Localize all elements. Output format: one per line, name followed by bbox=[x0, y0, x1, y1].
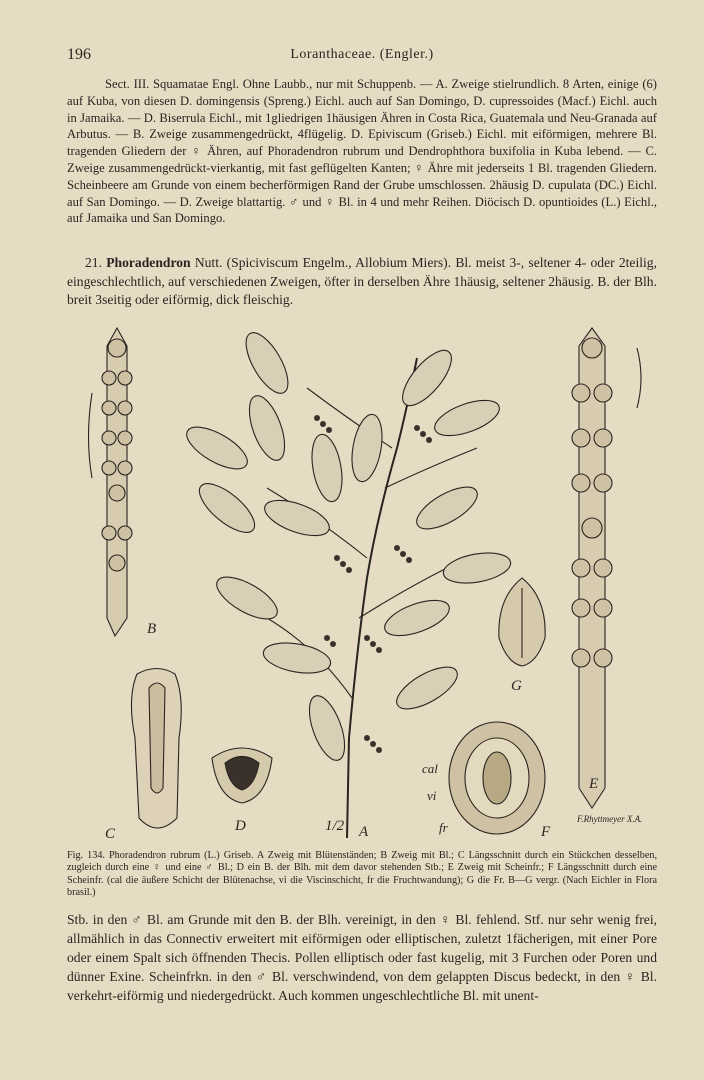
label-scale: 1/2 bbox=[325, 818, 345, 834]
figure-caption bbox=[67, 850, 657, 900]
panel-c-section bbox=[131, 669, 181, 829]
lower-paragraph bbox=[67, 910, 657, 1005]
panel-f-section bbox=[449, 722, 545, 834]
genus-description: Nutt. (Spiciviscum Engelm., Allobium Miers). Bl. meist 3-, seltener 4- oder 2teilig, eingeschlechtlich, auf verschiedenen Zweigen, öfter in derselben Ähre 1häusig, seltener 2häusig. B. der Blh. breit 3seitig oder eiförmig, dick fleischig. bbox=[67, 255, 657, 307]
figure-caption-text: Fig. 134. Phoradendron rubrum (L.) Griseb. A Zweig mit Blütenständen; B Zweig mit Bl.; C Längsschnitt durch ein Stückchen desselben, zugleich durch eine ♀ und eine ♂ Bl.; D ein B. der Blh. mit dem davor stehenden Stb.; E Zweig mit Scheinfr.; F Längsschnitt durch eine Scheinfr. (cal die äußere Schicht der Blütenachse, vi die Viscinschicht, fr die Fruchtwandung); G die Fr. B—G vergr. (Nach Eichler in Flora brasil.) bbox=[67, 850, 657, 899]
section-paragraph bbox=[67, 76, 657, 227]
lower-paragraph-text: Stb. in den ♂ Bl. am Grunde mit den B. der Blh. vereinigt, in den ♀ Bl. fehlend. Stf. nur sehr wenig frei, allmählich in das Connectiv erweitert mit eiförmigen oder elliptischen, zuletzt 1fächerigen, mit einer Pore oder einem Spalt sich öffnenden Thecis. Pollen elliptisch oder fast kugelig, mit 3 Furchen oder Poren und dünner Exine. Scheinfrkn. in den ♂ Bl. verschwindend, von dem gelappten Discus bedeckt, in den ♀ Bl. verkehrt-eiförmig und niedergedrückt. Auch kommen ungeschlechtliche Bl. mit unent- bbox=[67, 912, 657, 1003]
label-cal: cal bbox=[422, 761, 438, 776]
engraver-signature: F.Rhyttmeyer X.A. bbox=[577, 814, 643, 824]
label-vi: vi bbox=[427, 788, 437, 803]
genus-paragraph-text bbox=[67, 254, 657, 310]
figure-134 bbox=[67, 318, 657, 848]
running-head-title: Loranthaceae. (Engler.) bbox=[290, 47, 434, 62]
running-head bbox=[67, 46, 657, 64]
genus-name: Phoradendron bbox=[106, 255, 191, 270]
section-paragraph-text: Sect. III. Squamatae Engl. Ohne Laubb., nur mit Schuppenb. — A. Zweige stielrundlich. 8 Arten, einige (6) auf Kuba, von diesen D. domingensis (Spreng.) Eichl. auch auf San Domingo, D. cupressoides (Macf.) Eichl. auch in Jamaika. — D. Biserrula Eichl., mit 1gliedrigen 1häusigen Ähren in Costa Rica, Guatemala und Neu-Granada auf Arbutus. — B. Zweige zusammengedrückt, 4flügelig. D. Epiviscum (Griseb.) Eichl. mit eiförmigen, mehrere Bl. tragenden Gliedern der ♀ Ähren, auf Phoradendron rubrum und Dendrophthora buxifolia in Kuba lebend. — C. Zweige zusammengedrückt-vierkantig, mit fast geflügelten Kanten; ♀ Ähre mit jederseits 1 Bl. tragenden Gliedern. Scheinbeere am Grunde von einem becherförmigen Rand der Grube umschlossen. 2häusig D. cupulata (DC.) Eichl. auf San Domingo. — D. Zweige blattartig. ♂ und ♀ Bl. in 4 und mehr Reihen. Diöcisch D. opuntioides (L.) Eichl., auf Jamaika und San Domingo. bbox=[67, 77, 657, 226]
label-a: A bbox=[359, 824, 369, 840]
genus-number: 21. bbox=[85, 255, 102, 270]
label-d: D bbox=[235, 818, 246, 834]
label-f: F bbox=[541, 824, 551, 840]
panel-b-spike bbox=[89, 328, 133, 636]
label-fr: fr bbox=[439, 820, 448, 835]
page-number: 196 bbox=[67, 46, 91, 63]
panel-e-spike bbox=[572, 328, 641, 808]
label-c: C bbox=[105, 826, 116, 842]
label-b: B bbox=[147, 621, 157, 637]
botanical-illustration bbox=[67, 318, 657, 848]
genus-paragraph bbox=[67, 254, 657, 310]
label-e: E bbox=[589, 776, 599, 792]
label-g: G bbox=[511, 678, 522, 694]
panel-g-fruit bbox=[499, 578, 545, 666]
panel-d-anther bbox=[212, 748, 272, 803]
